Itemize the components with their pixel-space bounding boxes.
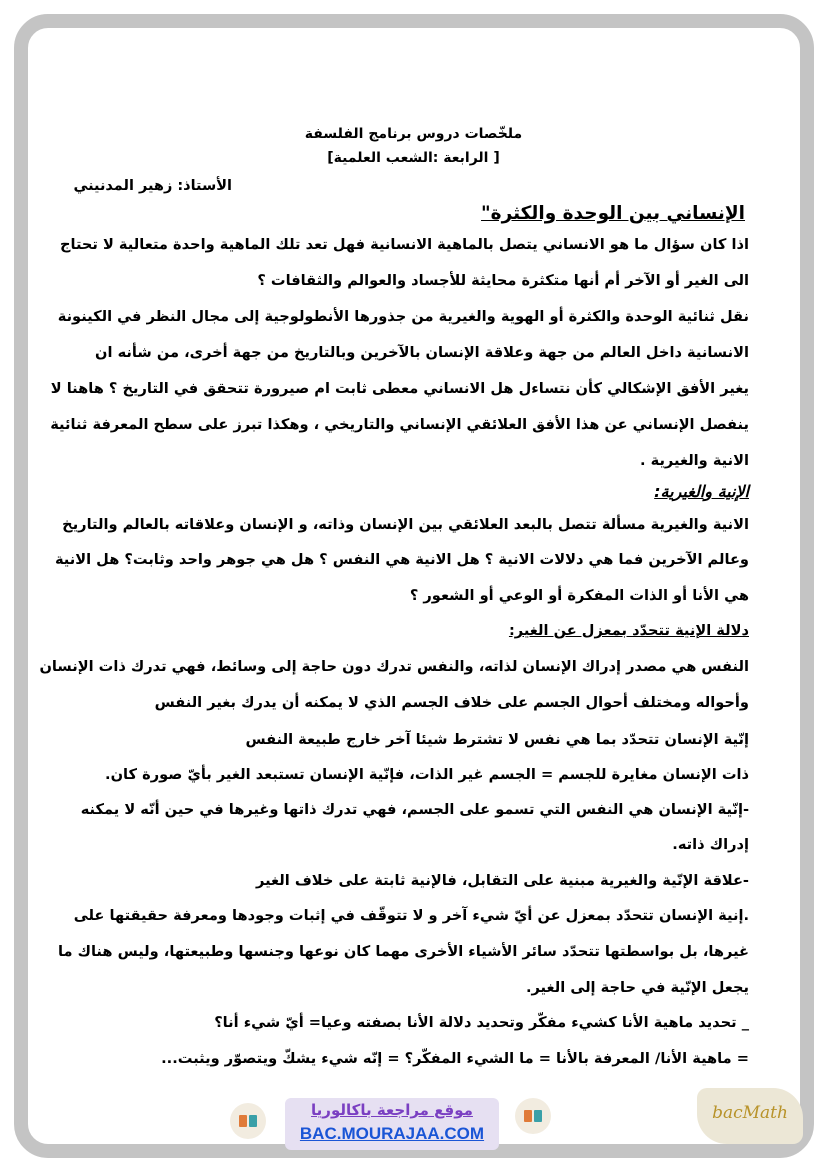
intro-line: الانية والغيرية . [639,452,749,469]
section-line: _ تحديد ماهية الأنا كشيء مفكّر وتحديد دلالة الأنا بصفته وعيا= أيّ شيء أنا؟ [214,1014,749,1031]
section-line: .إنية الإنسان تتحدّد بمعزل عن أيّ شيء آخر و لا تتوقّف في إثبات وجودها ومعرفة حقيقتها على [73,907,749,924]
intro-line: نقل ثنائية الوحدة والكثرة أو الهوية والغيرية من جذورها الأنطولوجية إلى مجال النظر في الكينونة [57,308,749,325]
section-line: غيرها، بل بواسطتها تتحدّد سائر الأشياء الأخرى مهما كان نوعها وجنسها وطبيعتها، وليس هناك ما [57,943,749,960]
intro-line: الانسانية داخل العالم من جهة وعلاقة الإنسان بالآخرين وبالتاريخ من جهة أخرى، من شأنه ان [95,344,749,361]
site-logo-left [230,1103,266,1139]
lesson-title: الإنساني بين الوحدة والكثرة" [481,203,745,224]
section-line: إدراك ذاته. [672,836,749,853]
section-line: يجعل الإنّية في حاجة إلى الغير. [525,979,749,996]
section-line: ذات الإنسان مغايرة للجسم = الجسم غير الذات، فإنّية الإنسان تستبعد الغير بأيّ صورة كان. [105,766,749,783]
intro-line: اذا كان سؤال ما هو الانساني يتصل بالماهية الانسانية فهل تعد تلك الماهية واحدة متعالية لا تحتاج [59,236,749,253]
site-banner[interactable] [285,1098,499,1150]
section-line: إنّية الإنسان تتحدّد بما هي نفس لا تشترط شيئا آخر خارج طبيعة النفس [245,731,749,748]
intro-line: ينفصل الإنساني عن هذا الأفق العلائقي الإنساني والتاريخي ، وهكذا تبرز على سطح المعرفة ثنائية [50,416,749,433]
intro-line: يغير الأفق الإشكالي كأن نتساءل هل الانساني معطى ثابت ام صيرورة تتحقق في التاريخ ؟ هاهنا لا [50,380,749,397]
intro-line: الى الغير أو الآخر أم أنها متكثرة محايثة للأجساد والعوالم والثقافات ؟ [257,272,749,289]
teacher-name: الأستاذ: زهير المدنيني [73,178,232,194]
document-title: ملخّصات دروس برنامج الفلسفة [304,126,523,142]
site-logo-right [515,1098,551,1134]
section-line: -علاقة الإنّية والغيرية مبنية على التقابل، فالإنية ثابتة على خلاف الغير [256,872,749,889]
section-heading: الإنية والغيرية: [654,482,749,501]
bacmath-logo [697,1088,803,1144]
document-subtitle: [ الرابعة :الشعب العلمية] [327,150,500,166]
section-line: الانية والغيرية مسألة تتصل بالبعد العلائقي بين الإنسان وذاته، و الإنسان وعلاقاته بالعالم والتاريخ [62,516,749,533]
section-line: هي الأنا أو الذات المفكرة أو الوعي أو الشعور ؟ [409,587,749,604]
section-line: النفس هي مصدر إدراك الإنسان لذاته، والنفس تدرك دون حاجة إلى وسائط، فهي تدرك ذات الإنسان [39,658,749,675]
site-url-link[interactable]: BAC.MOURAJAA.COM [299,1124,485,1143]
bacmath-logo-text: bacMath [712,1103,788,1123]
section-line: = ماهية الأنا/ المعرفة بالأنا = ما الشيء المفكّر؟ = إنّه شيء يشكّ ويتصوّر ويثبت... [161,1050,749,1067]
section-line: وأحواله ومختلف أحوال الجسم على خلاف الجسم الذي لا يمكنه أن يدرك بغير النفس [154,694,749,711]
section-line: -إنّية الإنسان هي النفس التي تسمو على الجسم، فهي تدرك ذاتها وغيرها في حين أنّه لا يمكنه [80,801,749,818]
section-heading: دلالة الإنية تتحدّد بمعزل عن الغير: [508,622,749,639]
site-name-link[interactable]: موقع مراجعة باكالوريا [311,1101,473,1119]
section-line: وعالم الآخرين فما هي دلالات الانية ؟ هل الانية هي النفس ؟ هل هي جوهر واحد وثابت؟ هل الانية [54,551,749,568]
